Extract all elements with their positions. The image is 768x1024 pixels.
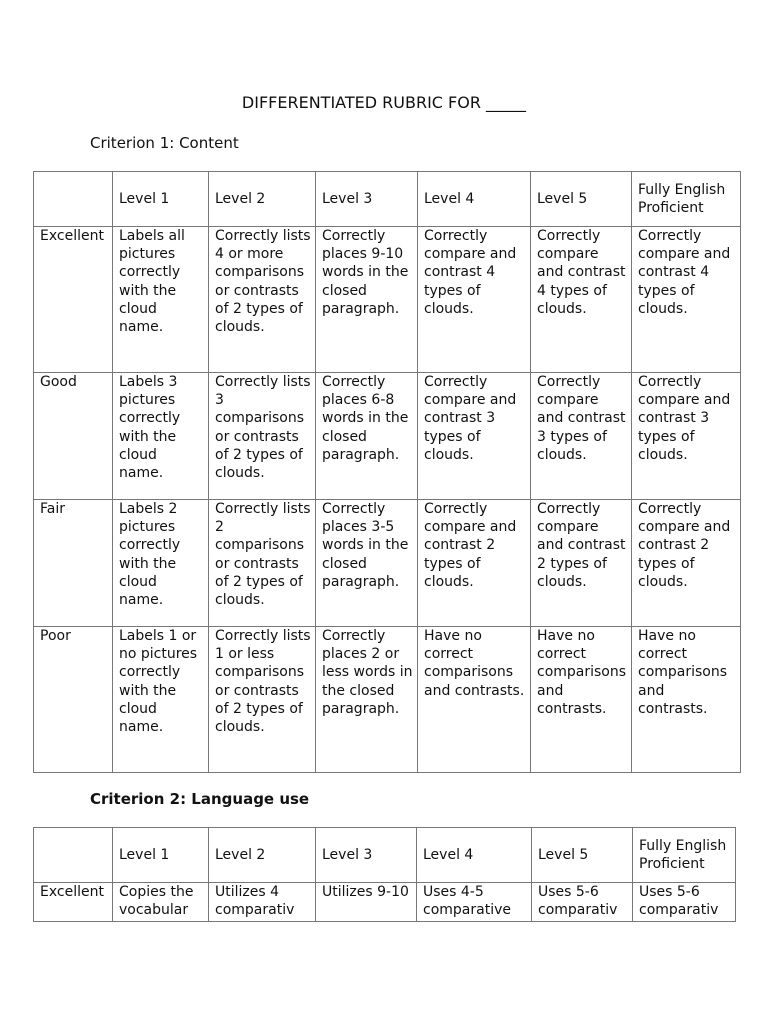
table-cell: Correctly lists 2 comparisons or contrasts of 2 types of clouds. bbox=[209, 500, 316, 627]
table-cell: Correctly compare and contrast 4 types of clouds. bbox=[418, 227, 531, 373]
header-cell: Level 3 bbox=[316, 172, 418, 227]
header-cell bbox=[34, 828, 113, 883]
table-cell: Correctly lists 1 or less comparisons or contrasts of 2 types of clouds. bbox=[209, 627, 316, 773]
table-cell: Correctly places 9-10 words in the closed paragraph. bbox=[316, 227, 418, 373]
header-cell: Level 1 bbox=[113, 172, 209, 227]
header-cell: Fully English Proficient bbox=[633, 828, 736, 883]
table-cell: Labels 3 pictures correctly with the cloud name. bbox=[113, 373, 209, 500]
table-cell: Correctly lists 4 or more comparisons or contrasts of 2 types of clouds. bbox=[209, 227, 316, 373]
table-cell: Uses 4-5 comparative bbox=[417, 883, 532, 922]
table-row bbox=[34, 500, 741, 627]
table-cell: Have no correct comparisons and contrasts. bbox=[418, 627, 531, 773]
table-header-row bbox=[34, 172, 741, 227]
table-cell: Correctly compare and contrast 2 types of clouds. bbox=[632, 500, 741, 627]
header-cell: Level 2 bbox=[209, 172, 316, 227]
table-cell: Uses 5-6 comparativ bbox=[532, 883, 633, 922]
header-cell: Fully English Proficient bbox=[632, 172, 741, 227]
table-cell: Uses 5-6 comparativ bbox=[633, 883, 736, 922]
row-label-cell: Excellent bbox=[34, 883, 113, 922]
table-cell: Correctly compare and contrast 4 types of clouds. bbox=[632, 227, 741, 373]
table-cell: Correctly compare and contrast 3 types of clouds. bbox=[632, 373, 741, 500]
header-cell: Level 4 bbox=[418, 172, 531, 227]
header-cell: Level 1 bbox=[113, 828, 209, 883]
table-cell: Labels all pictures correctly with the cloud name. bbox=[113, 227, 209, 373]
table-row bbox=[34, 227, 741, 373]
row-label-cell: Excellent bbox=[34, 227, 113, 373]
table-cell: Copies the vocabular bbox=[113, 883, 209, 922]
document-title: DIFFERENTIATED RUBRIC FOR _____ bbox=[241, 93, 527, 112]
table-cell: Correctly places 6-8 words in the closed paragraph. bbox=[316, 373, 418, 500]
header-cell: Level 3 bbox=[316, 828, 417, 883]
header-cell: Level 5 bbox=[532, 828, 633, 883]
header-cell bbox=[34, 172, 113, 227]
row-label-cell: Poor bbox=[34, 627, 113, 773]
table-cell: Correctly places 2 or less words in the closed paragraph. bbox=[316, 627, 418, 773]
table-cell: Correctly compare and contrast 4 types of clouds. bbox=[531, 227, 632, 373]
table-cell: Correctly compare and contrast 2 types of clouds. bbox=[531, 500, 632, 627]
table-cell: Utilizes 4 comparativ bbox=[209, 883, 316, 922]
table-cell: Correctly lists 3 comparisons or contrasts of 2 types of clouds. bbox=[209, 373, 316, 500]
row-label-cell: Good bbox=[34, 373, 113, 500]
table-cell: Correctly compare and contrast 2 types of clouds. bbox=[418, 500, 531, 627]
header-cell: Level 2 bbox=[209, 828, 316, 883]
table-header-row bbox=[34, 828, 736, 883]
header-cell: Level 4 bbox=[417, 828, 532, 883]
header-cell: Level 5 bbox=[531, 172, 632, 227]
table-cell: Correctly places 3-5 words in the closed paragraph. bbox=[316, 500, 418, 627]
table-cell: Correctly compare and contrast 3 types of clouds. bbox=[531, 373, 632, 500]
table-cell: Have no correct comparisons and contrasts. bbox=[531, 627, 632, 773]
table-row bbox=[34, 627, 741, 773]
table-cell: Labels 1 or no pictures correctly with the cloud name. bbox=[113, 627, 209, 773]
criterion-2-table bbox=[33, 827, 736, 922]
table-cell: Correctly compare and contrast 3 types of clouds. bbox=[418, 373, 531, 500]
table-row bbox=[34, 373, 741, 500]
table-row bbox=[34, 883, 736, 922]
row-label-cell: Fair bbox=[34, 500, 113, 627]
table-cell: Labels 2 pictures correctly with the cloud name. bbox=[113, 500, 209, 627]
table-cell: Have no correct comparisons and contrasts. bbox=[632, 627, 741, 773]
criterion-1-heading: Criterion 1: Content bbox=[90, 134, 239, 152]
criterion-1-table bbox=[33, 171, 741, 773]
table-cell: Utilizes 9-10 bbox=[316, 883, 417, 922]
criterion-2-heading: Criterion 2: Language use bbox=[90, 790, 310, 808]
